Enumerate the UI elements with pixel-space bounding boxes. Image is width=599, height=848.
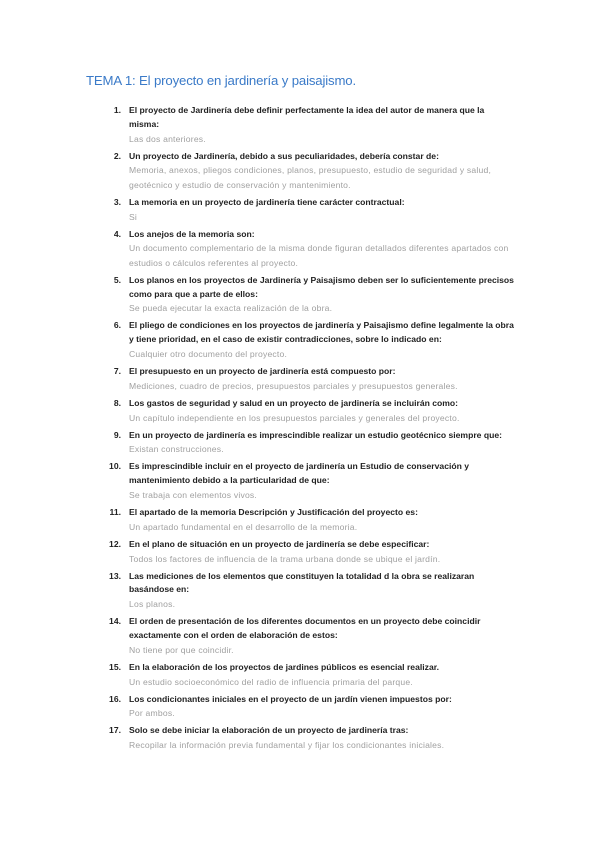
answer-text: Un apartado fundamental en el desarrollo de la memoria.: [129, 521, 358, 532]
question-text: Las mediciones de los elementos que constituyen la totalidad d la obra se realizaran basándose en:: [129, 570, 475, 595]
question-text: Solo se debe iniciar la elaboración de un proyecto de jardinería tras:: [129, 725, 409, 736]
question-number: 12.: [109, 538, 121, 549]
question-text: Un proyecto de Jardinería, debido a sus peculiaridades, debería constar de:: [129, 150, 439, 161]
question-item: [86, 319, 515, 361]
question-body: [129, 319, 515, 361]
question-body: [129, 104, 515, 146]
question-body: [129, 460, 515, 502]
question-text: En un proyecto de jardinería es imprescindible realizar un estudio geotécnico siempre que:: [129, 429, 502, 440]
question-number: 1.: [113, 105, 121, 115]
question-body: [129, 693, 515, 721]
question-item: [86, 661, 515, 689]
question-number: 11.: [109, 506, 121, 517]
question-text: Los gastos de seguridad y salud en un proyecto de jardinería se incluirán como:: [129, 397, 459, 408]
question-text: En la elaboración de los proyectos de jardines públicos es esencial realizar.: [129, 661, 439, 672]
question-body: [129, 538, 515, 566]
question-item: [86, 615, 515, 657]
question-item: [86, 570, 515, 612]
question-text: En el plano de situación en un proyecto de jardinería se debe especificar:: [129, 538, 430, 549]
question-item: [86, 274, 515, 316]
answer-text: Mediciones, cuadro de precios, presupuestos parciales y presupuestos generales.: [129, 380, 458, 391]
number-gap: [121, 661, 129, 689]
number-gap: [121, 104, 129, 146]
answer-text: Un documento complementario de la misma donde figuran detallados diferentes apartados con estudios o cálculos referentes al proyecto.: [129, 243, 509, 268]
number-gap: [121, 319, 129, 361]
answer-text: Por ambos.: [129, 708, 175, 719]
question-number: 16.: [109, 693, 121, 704]
question-item: [86, 429, 515, 457]
question-number: 17.: [109, 725, 121, 736]
answer-text: Se pueda ejecutar la exacta realización de la obra.: [129, 303, 333, 314]
answer-text: Las dos anteriores.: [129, 133, 206, 144]
number-gap: [121, 615, 129, 657]
number-gap: [121, 365, 129, 393]
question-body: [129, 196, 515, 224]
question-number: 8.: [113, 397, 121, 408]
question-number: 7.: [113, 365, 121, 376]
question-body: [129, 365, 515, 393]
question-list: [86, 104, 515, 753]
question-item: [86, 104, 515, 146]
question-item: [86, 150, 515, 193]
question-text: El apartado de la memoria Descripción y Justificación del proyecto es:: [129, 506, 418, 517]
question-text: Los planos en los proyectos de Jardinería y Paisajismo deben ser lo suficientemente precisos como para que a parte de ellos:: [129, 274, 514, 299]
question-body: [129, 615, 515, 657]
question-body: [129, 429, 515, 457]
number-gap: [121, 429, 129, 457]
question-body: [129, 661, 515, 689]
number-gap: [121, 506, 129, 534]
question-item: [86, 724, 515, 752]
question-item: [86, 693, 515, 721]
answer-text: Si: [129, 211, 138, 222]
question-number: 15.: [109, 661, 121, 672]
question-number: 6.: [113, 320, 121, 331]
number-gap: [121, 150, 129, 193]
question-body: [129, 570, 515, 612]
answer-text: Un estudio socioeconómico del radio de influencia primaria del parque.: [129, 676, 413, 687]
question-item: [86, 228, 515, 271]
question-text: Los anejos de la memoria son:: [129, 228, 255, 239]
answer-text: Todos los factores de influencia de la trama urbana donde se ubique el jardín.: [129, 553, 441, 564]
answer-text: No tiene por que coincidir.: [129, 644, 234, 655]
number-gap: [121, 274, 129, 316]
number-gap: [121, 538, 129, 566]
answer-text: Memoria, anexos, pliegos condiciones, planos, presupuesto, estudio de seguridad y salud, geotécnico y estudio de conservación y mantenimiento.: [129, 165, 492, 190]
question-number: 2.: [113, 150, 121, 161]
question-number: 13.: [109, 570, 121, 581]
question-number: 4.: [113, 228, 121, 239]
question-number: 5.: [113, 274, 121, 285]
question-number: 3.: [113, 196, 121, 207]
number-gap: [121, 724, 129, 752]
question-body: [129, 506, 515, 534]
number-gap: [121, 570, 129, 612]
question-item: [86, 460, 515, 502]
number-gap: [121, 228, 129, 271]
question-body: [129, 150, 515, 193]
question-number: 10.: [109, 461, 121, 472]
answer-text: Cualquier otro documento del proyecto.: [129, 348, 288, 359]
question-item: [86, 365, 515, 393]
answer-text: Recopilar la información previa fundamental y fijar los condicionantes iniciales.: [129, 740, 445, 751]
number-gap: [121, 460, 129, 502]
question-text: El proyecto de Jardinería debe definir perfectamente la idea del autor de manera que la misma:: [129, 105, 485, 129]
number-gap: [121, 196, 129, 224]
question-body: [129, 274, 515, 316]
question-number: 9.: [113, 429, 121, 440]
answer-text: Los planos.: [129, 599, 176, 610]
question-body: [129, 397, 515, 425]
question-text: Los condicionantes iniciales en el proyecto de un jardín vienen impuestos por:: [129, 693, 452, 704]
question-text: Es imprescindible incluir en el proyecto de jardinería un Estudio de conservación y mantenimiento debido a la particularidad de que:: [129, 461, 470, 486]
question-body: [129, 228, 515, 271]
question-body: [129, 724, 515, 752]
question-text: El orden de presentación de los diferentes documentos en un proyecto debe coincidir exactamente con el orden de elaboración de estos:: [129, 616, 481, 640]
question-number: 14.: [109, 616, 121, 627]
question-text: El pliego de condiciones en los proyectos de jardinería y Paisajismo define legalmente la obra y tiene prioridad, en el caso de existir contradicciones, sobre lo indicado en:: [129, 320, 514, 345]
question-item: [86, 196, 515, 224]
number-gap: [121, 397, 129, 425]
page-title: TEMA 1: El proyecto en jardinería y paisajismo.: [86, 73, 357, 88]
answer-text: Existan construcciones.: [129, 444, 224, 455]
question-item: [86, 506, 515, 534]
question-text: La memoria en un proyecto de jardinería tiene carácter contractual:: [129, 196, 405, 207]
question-text: El presupuesto en un proyecto de jardinería está compuesto por:: [129, 365, 396, 376]
number-gap: [121, 693, 129, 721]
question-item: [86, 538, 515, 566]
answer-text: Se trabaja con elementos vivos.: [129, 489, 258, 500]
answer-text: Un capítulo independiente en los presupuestos parciales y generales del proyecto.: [129, 412, 460, 423]
question-item: [86, 397, 515, 425]
